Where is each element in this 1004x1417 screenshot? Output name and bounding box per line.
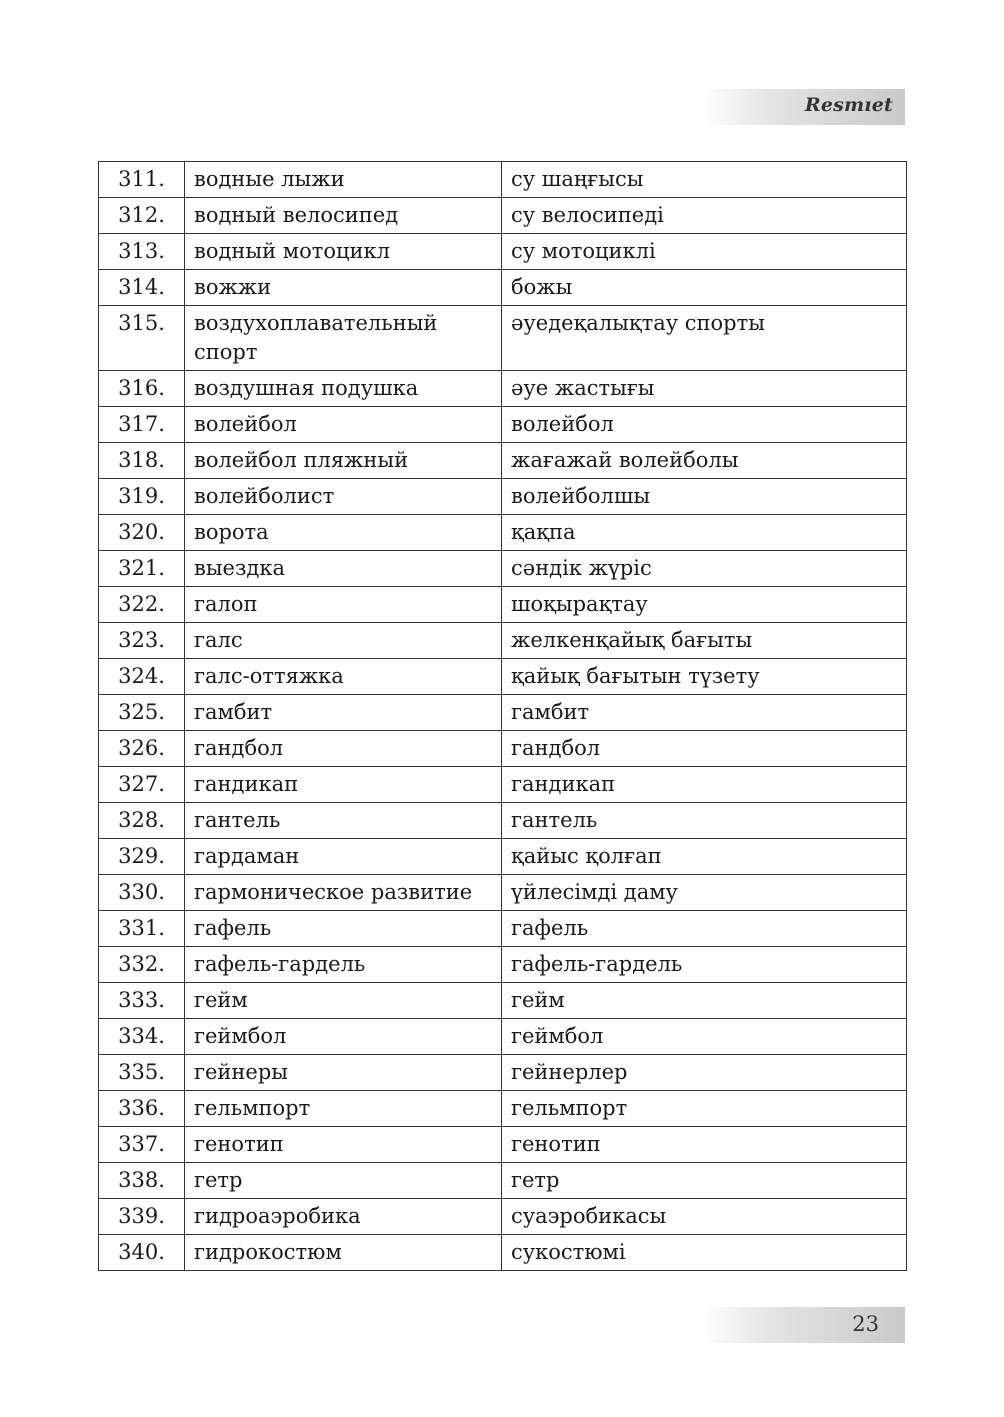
russian-term: гетр	[185, 1163, 502, 1199]
table-row	[99, 162, 907, 198]
kazakh-term: геймбол	[502, 1019, 907, 1055]
entry-number: 339.	[99, 1199, 185, 1235]
russian-term: гантель	[185, 803, 502, 839]
entry-number: 336.	[99, 1091, 185, 1127]
kazakh-term: гафель	[502, 911, 907, 947]
kazakh-term: гейнерлер	[502, 1055, 907, 1091]
kazakh-term: су велосипеді	[502, 198, 907, 234]
kazakh-term: гандикап	[502, 767, 907, 803]
entry-number: 332.	[99, 947, 185, 983]
table-row	[99, 443, 907, 479]
table-row	[99, 587, 907, 623]
glossary-table	[98, 161, 907, 1271]
kazakh-term: божы	[502, 270, 907, 306]
russian-term: гандбол	[185, 731, 502, 767]
russian-term: воздухоплавательный спорт	[185, 306, 502, 371]
page-number: 23	[852, 1312, 879, 1336]
russian-term: гельмпорт	[185, 1091, 502, 1127]
entry-number: 328.	[99, 803, 185, 839]
table-row	[99, 1235, 907, 1271]
entry-number: 330.	[99, 875, 185, 911]
russian-term: гейм	[185, 983, 502, 1019]
russian-term: гардаман	[185, 839, 502, 875]
russian-term: вожжи	[185, 270, 502, 306]
table-row	[99, 515, 907, 551]
russian-term: гандикап	[185, 767, 502, 803]
kazakh-term: жағажай волейболы	[502, 443, 907, 479]
table-row	[99, 1127, 907, 1163]
table-row	[99, 1019, 907, 1055]
russian-term: гафель-гардель	[185, 947, 502, 983]
russian-term: воздушная подушка	[185, 371, 502, 407]
table-row	[99, 479, 907, 515]
glossary-table-body	[99, 162, 907, 1271]
entry-number: 321.	[99, 551, 185, 587]
table-row	[99, 659, 907, 695]
entry-number: 320.	[99, 515, 185, 551]
table-row	[99, 911, 907, 947]
entry-number: 318.	[99, 443, 185, 479]
table-row	[99, 731, 907, 767]
table-row	[99, 839, 907, 875]
entry-number: 325.	[99, 695, 185, 731]
kazakh-term: әуедеқалықтау спорты	[502, 306, 907, 371]
kazakh-term: гетр	[502, 1163, 907, 1199]
entry-number: 340.	[99, 1235, 185, 1271]
table-row	[99, 306, 907, 371]
entry-number: 314.	[99, 270, 185, 306]
table-row	[99, 695, 907, 731]
kazakh-term: суаэробикасы	[502, 1199, 907, 1235]
kazakh-term: волейбол	[502, 407, 907, 443]
entry-number: 337.	[99, 1127, 185, 1163]
kazakh-term: қайыс қолғап	[502, 839, 907, 875]
russian-term: водные лыжи	[185, 162, 502, 198]
russian-term: гамбит	[185, 695, 502, 731]
kazakh-term: үйлесімді даму	[502, 875, 907, 911]
russian-term: волейболист	[185, 479, 502, 515]
entry-number: 331.	[99, 911, 185, 947]
entry-number: 338.	[99, 1163, 185, 1199]
russian-term: гафель	[185, 911, 502, 947]
running-header-label: Resmıet	[804, 94, 893, 116]
kazakh-term: сәндік жүріс	[502, 551, 907, 587]
russian-term: геймбол	[185, 1019, 502, 1055]
entry-number: 327.	[99, 767, 185, 803]
kazakh-term: генотип	[502, 1127, 907, 1163]
russian-term: генотип	[185, 1127, 502, 1163]
kazakh-term: гельмпорт	[502, 1091, 907, 1127]
entry-number: 315.	[99, 306, 185, 371]
russian-term: галс-оттяжка	[185, 659, 502, 695]
entry-number: 333.	[99, 983, 185, 1019]
table-row	[99, 407, 907, 443]
kazakh-term: шоқырақтау	[502, 587, 907, 623]
kazakh-term: сукостюмі	[502, 1235, 907, 1271]
russian-term: гармоническое развитие	[185, 875, 502, 911]
entry-number: 322.	[99, 587, 185, 623]
entry-number: 329.	[99, 839, 185, 875]
kazakh-term: гамбит	[502, 695, 907, 731]
kazakh-term: әуе жастығы	[502, 371, 907, 407]
entry-number: 317.	[99, 407, 185, 443]
russian-term: волейбол пляжный	[185, 443, 502, 479]
entry-number: 319.	[99, 479, 185, 515]
entry-number: 313.	[99, 234, 185, 270]
russian-term: гейнеры	[185, 1055, 502, 1091]
entry-number: 335.	[99, 1055, 185, 1091]
table-row	[99, 371, 907, 407]
table-row	[99, 947, 907, 983]
russian-term: водный мотоцикл	[185, 234, 502, 270]
table-row	[99, 1163, 907, 1199]
page-footer	[700, 1307, 905, 1343]
russian-term: выездка	[185, 551, 502, 587]
kazakh-term: волейболшы	[502, 479, 907, 515]
kazakh-term: гантель	[502, 803, 907, 839]
russian-term: галоп	[185, 587, 502, 623]
kazakh-term: гафель-гардель	[502, 947, 907, 983]
entry-number: 316.	[99, 371, 185, 407]
kazakh-term: қайық бағытын түзету	[502, 659, 907, 695]
table-row	[99, 551, 907, 587]
table-row	[99, 983, 907, 1019]
russian-term: гидроаэробика	[185, 1199, 502, 1235]
russian-term: ворота	[185, 515, 502, 551]
entry-number: 334.	[99, 1019, 185, 1055]
table-row	[99, 767, 907, 803]
table-row	[99, 623, 907, 659]
kazakh-term: гейм	[502, 983, 907, 1019]
kazakh-term: қақпа	[502, 515, 907, 551]
table-row	[99, 1055, 907, 1091]
table-row	[99, 1091, 907, 1127]
russian-term: волейбол	[185, 407, 502, 443]
entry-number: 323.	[99, 623, 185, 659]
russian-term: гидрокостюм	[185, 1235, 502, 1271]
entry-number: 312.	[99, 198, 185, 234]
entry-number: 324.	[99, 659, 185, 695]
table-row	[99, 875, 907, 911]
kazakh-term: су шаңғысы	[502, 162, 907, 198]
table-row	[99, 1199, 907, 1235]
table-row	[99, 234, 907, 270]
table-row	[99, 270, 907, 306]
running-header	[700, 89, 905, 125]
kazakh-term: желкенқайық бағыты	[502, 623, 907, 659]
russian-term: галс	[185, 623, 502, 659]
entry-number: 326.	[99, 731, 185, 767]
kazakh-term: су мотоциклі	[502, 234, 907, 270]
table-row	[99, 803, 907, 839]
russian-term: водный велосипед	[185, 198, 502, 234]
entry-number: 311.	[99, 162, 185, 198]
kazakh-term: гандбол	[502, 731, 907, 767]
table-row	[99, 198, 907, 234]
